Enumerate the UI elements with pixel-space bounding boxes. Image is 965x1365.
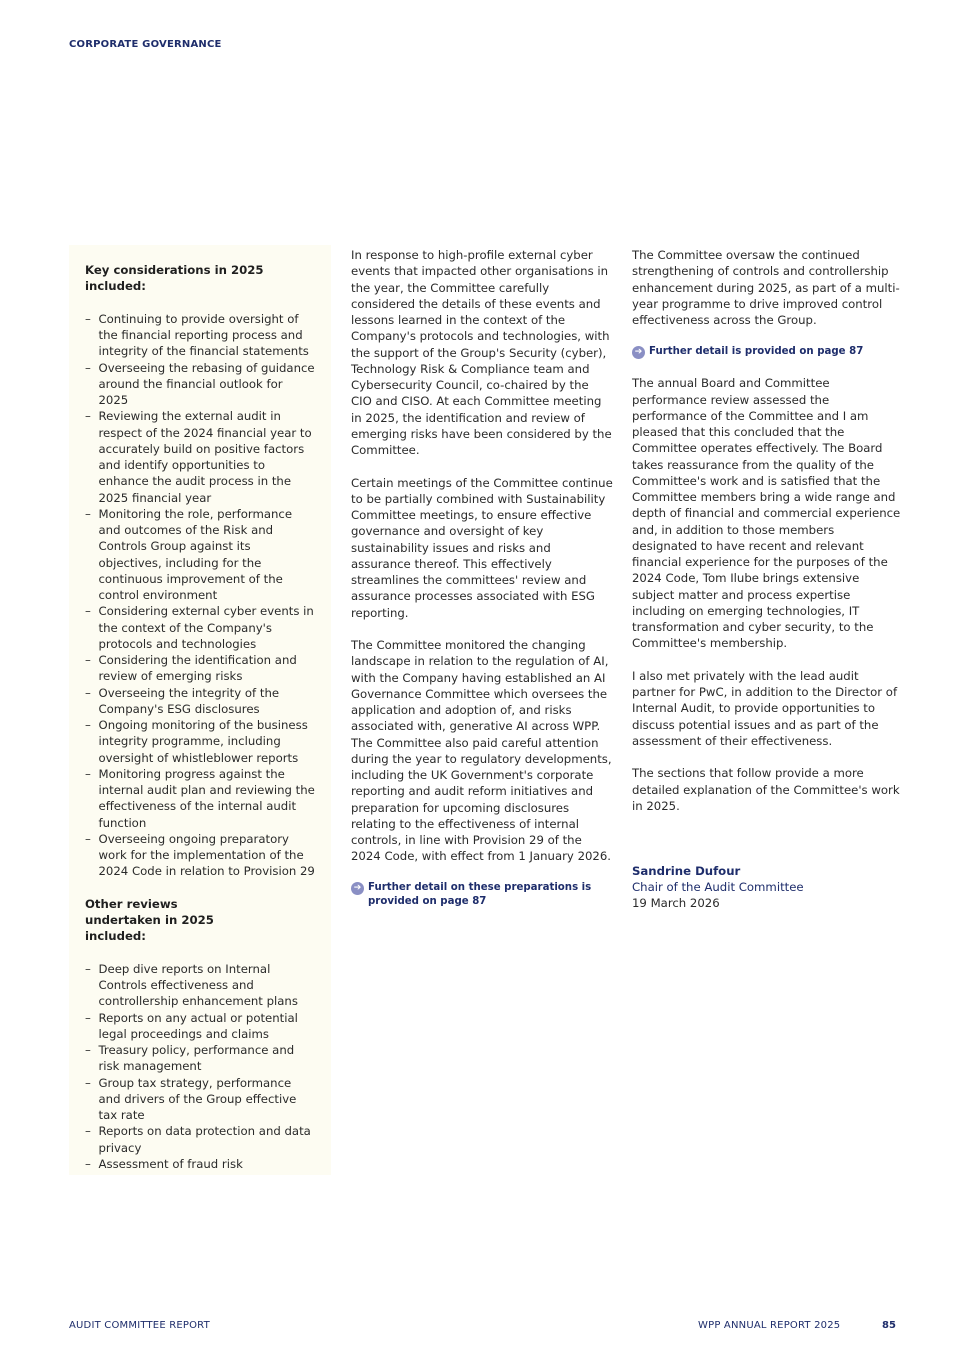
other-reviews-list <box>85 961 315 1172</box>
list-item: – Assessment of fraud risk <box>85 1156 315 1172</box>
list-item: – Considering external cyber events in the context of the Company's protocols and technologies <box>85 603 315 652</box>
list-item: – Monitoring progress against the internal audit plan and reviewing the effectiveness of the internal audit function <box>85 766 315 831</box>
arrow-right-icon: ➔ <box>632 346 645 359</box>
list-item: – Group tax strategy, performance and drivers of the Group effective tax rate <box>85 1075 315 1124</box>
paragraph-cyber-events: In response to high-profile external cyber events that impacted other organisations in the year, the Committee carefully considered the details of these events and lessons learned in the context of the Company's protocols and technologies, with the support of the Group's Security (cyber), Technology Risk & Compliance team and Cybersecurity Council, co-chaired by the CIO and CISO. At each Committee meeting in 2025, the identification and review of emerging risks have been considered by the Committee. <box>351 248 612 457</box>
sidebar-heading-key-considerations: Key considerations in 2025 included: <box>85 263 264 294</box>
key-considerations-list <box>85 311 315 880</box>
paragraph-sections-follow: The sections that follow provide a more detailed explanation of the Committee's work in 2025. <box>632 766 900 813</box>
list-item: – Deep dive reports on Internal Controls effectiveness and controllership enhancement plans <box>85 961 315 1010</box>
signer-name: Sandrine Dufour <box>632 863 741 878</box>
arrow-right-icon: ➔ <box>351 882 364 895</box>
paragraph-ai-regulation: The Committee monitored the changing landscape in relation to the regulation of AI, with the Company having established an AI Governance Committee which oversees the application and adoption of, and risks associated with, generative AI across WPP. The Committee also paid careful attention during the year to regulatory developments, including the UK Government's corporate reporting and audit reform initiatives and preparation for upcoming disclosures relating to the effectiveness of internal controls, in line with Provision 29 of the 2024 Code, with effect from 1 January 2026. <box>351 638 612 864</box>
paragraph-audit-partner: I also met privately with the lead audit partner for PwC, in addition to the Director of Internal Audit, to provide opportunities to discuss potential issues and as part of the assessment of their effectiveness. <box>632 668 898 748</box>
link-text: Further detail is provided on page 87 <box>649 345 864 357</box>
signer-role: Chair of the Audit Committee <box>632 880 804 894</box>
footer-section-title: AUDIT COMMITTEE REPORT <box>69 1320 210 1331</box>
list-item: – Considering the identification and review of emerging risks <box>85 652 315 685</box>
key-considerations-sidebar <box>69 245 331 1175</box>
list-item: – Treasury policy, performance and risk management <box>85 1042 315 1075</box>
body-column-2 <box>351 247 613 910</box>
list-item: – Overseeing the integrity of the Company's ESG disclosures <box>85 685 315 718</box>
list-item: – Overseeing ongoing preparatory work for the implementation of the 2024 Code in relation to Provision 29 <box>85 831 315 880</box>
signer-date: 19 March 2026 <box>632 896 720 911</box>
paragraph-performance-review: The annual Board and Committee performance review assessed the performance of the Committee and I am pleased that this concluded that the Committee operates effectively. The Board takes reassurance from the quality of the Committee's work and is satisfied that the Committee members bring a wide range and depth of financial and commercial experience and, in addition to those members designated to have recent and relevant financial experience for the purposes of the 2024 Code, Tom Ilube brings extensive subject matter and process expertise including on emerging technologies, IT transformation and cyber security, to the Committee's membership. <box>632 376 901 651</box>
list-item: – Ongoing monitoring of the business integrity programme, including oversight of whistleblower reports <box>85 717 315 766</box>
body-column-3 <box>632 247 902 912</box>
link-text: Further detail on these preparations is provided on page 87 <box>368 881 592 908</box>
footer-report-title: WPP ANNUAL REPORT 2025 <box>698 1320 841 1331</box>
list-item: – Reviewing the external audit in respect of the 2024 financial year to accurately build on positive factors and identify opportunities to enhance the audit process in the 2025 financial year <box>85 408 315 506</box>
list-item: – Overseeing the rebasing of guidance around the financial outlook for 2025 <box>85 360 315 409</box>
section-header: CORPORATE GOVERNANCE <box>69 39 222 50</box>
list-item: – Reports on any actual or potential legal proceedings and claims <box>85 1010 315 1043</box>
list-item: – Monitoring the role, performance and outcomes of the Risk and Controls Group against its objectives, including for the continuous improvement of the control environment <box>85 506 315 604</box>
further-detail-link[interactable] <box>632 345 902 360</box>
paragraph-controls: The Committee oversaw the continued strengthening of controls and controllership enhancement during 2025, as part of a multi-year programme to drive improved control effectiveness across the Group. <box>632 248 900 327</box>
paragraph-sustainability-meetings: Certain meetings of the Committee continue to be partially combined with Sustainability Committee meetings, to ensure effective governance and oversight of key sustainability issues and risks and assurance thereof. This effectively streamlines the committees' review and assurance processes associated with ESG reporting. <box>351 475 613 620</box>
further-detail-preparations-link[interactable] <box>351 881 613 910</box>
page-number: 85 <box>882 1320 896 1331</box>
sidebar-heading-other-reviews: Other reviews undertaken in 2025 included: <box>85 896 214 944</box>
list-item: – Continuing to provide oversight of the financial reporting process and integrity of the financial statements <box>85 311 315 360</box>
list-item: – Reports on data protection and data privacy <box>85 1123 315 1156</box>
